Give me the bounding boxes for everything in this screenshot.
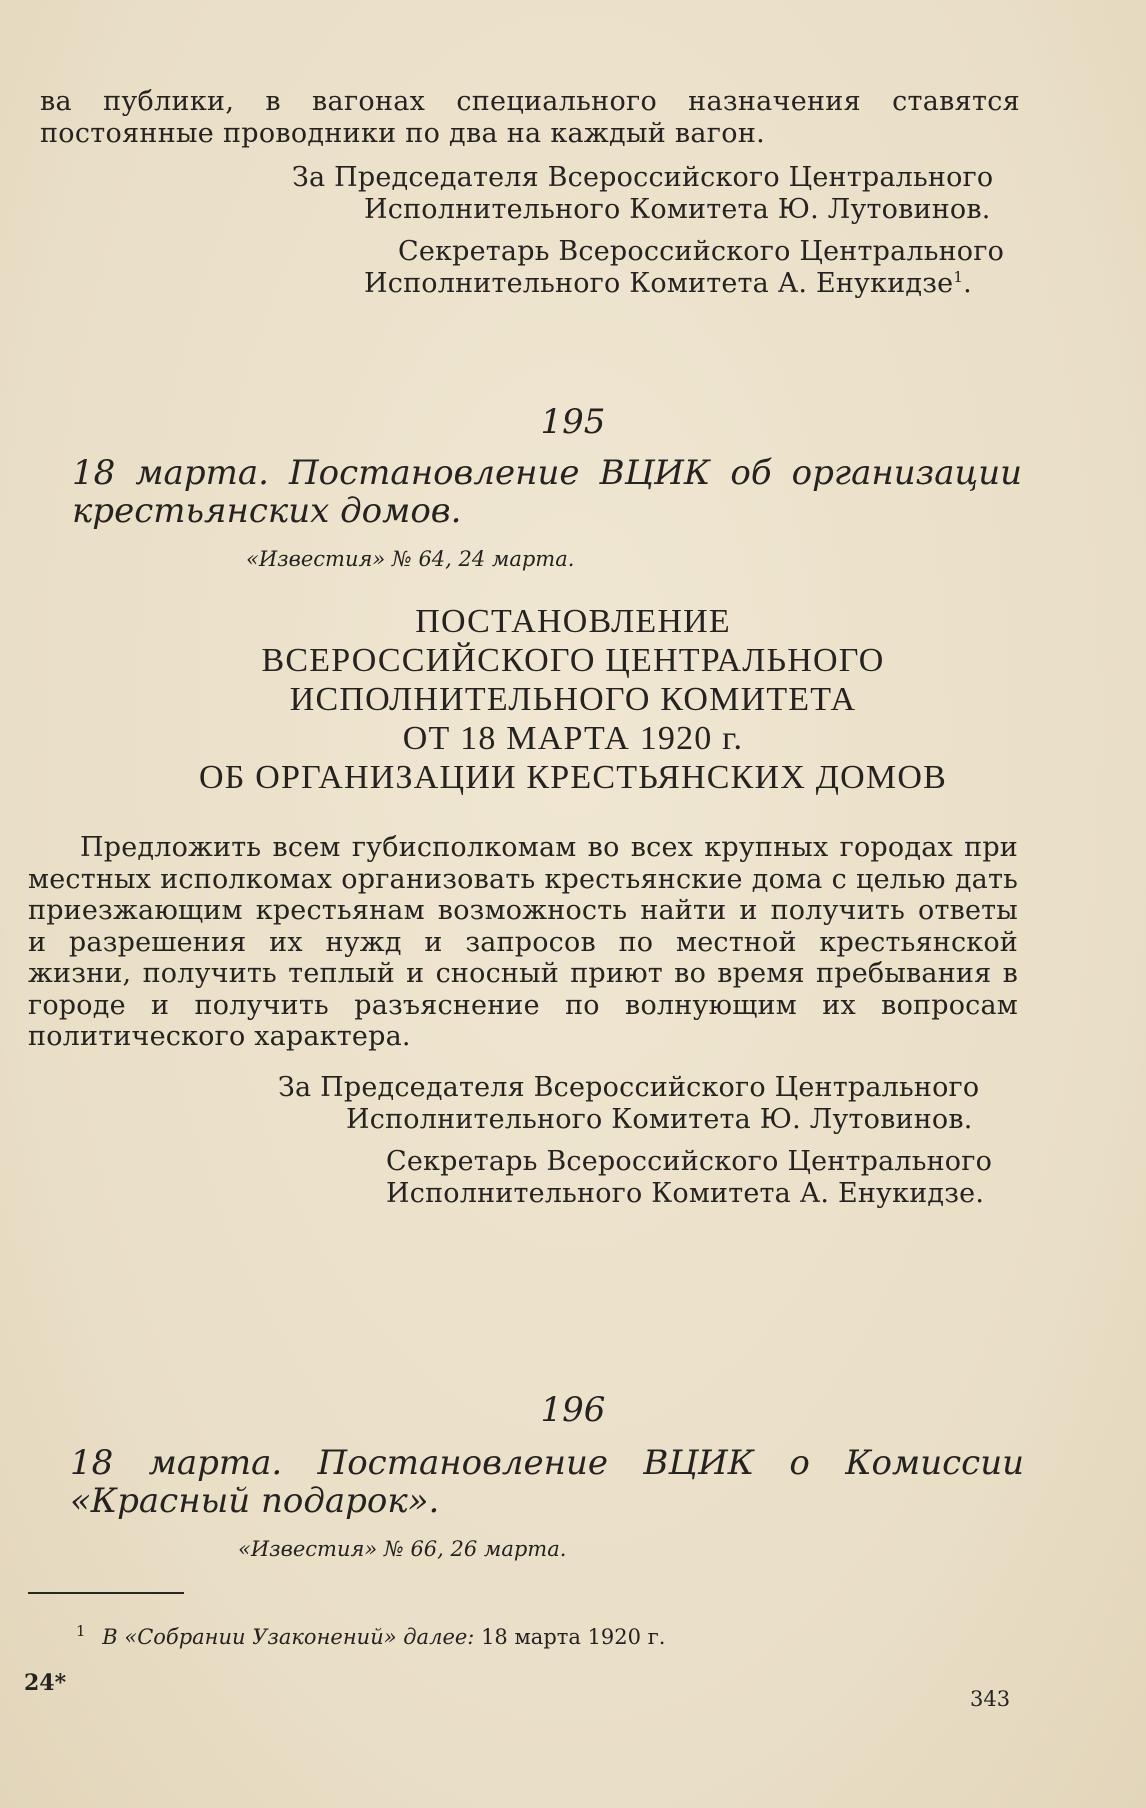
title-line-5: ОБ ОРГАНИЗАЦИИ КРЕСТЬЯНСКИХ ДОМОВ	[199, 759, 947, 796]
document-heading-195: 18 марта. Постановление ВЦИК об организации крестьянских домов.	[72, 453, 1022, 531]
secretary-line-2-end: .	[963, 268, 972, 299]
secretary-line-1: Секретарь Всероссийского Центрального	[398, 236, 1005, 267]
chair-line-2: Исполнительного Комитета Ю. Лутовинов.	[364, 194, 991, 225]
document-number-196: 196	[540, 1390, 606, 1430]
secretary-line-1: Секретарь Всероссийского Центрального	[386, 1146, 993, 1177]
document-number-195: 195	[540, 402, 606, 442]
secretary-line-2: Исполнительного Комитета А. Енукидзе	[364, 268, 954, 299]
footnote	[76, 1624, 665, 1650]
resolution-title	[0, 602, 1146, 797]
footnote-rule	[28, 1592, 184, 1594]
footnote-mark: 1	[76, 1622, 86, 1640]
page-number: 343	[970, 1687, 1011, 1711]
footnote-italic: В «Собрании Узаконений» далее:	[102, 1625, 475, 1649]
chair-line-2: Исполнительного Комитета Ю. Лутовинов.	[346, 1104, 973, 1135]
resolution-body: Предложить всем губисполкомам во всех крупных городах при местных исполкомах организовать крестьянские дома с целью дать приезжающим крестьянам возможность найти и получить ответы и разрешения их нужд и запросов по местной крестьянской жизни, получить теплый и сносный приют во время пребывания в городе и получить разъяснение по волнующим их вопросам политического характера.	[28, 832, 1018, 1052]
secretary-line-2: Исполнительного Комитета А. Енукидзе.	[386, 1178, 985, 1209]
continuation-paragraph: ва публики, в вагонах специального назначения ставятся постоянные проводники по два на каждый вагон.	[40, 86, 1020, 149]
chair-line-1: За Председателя Всероссийского Центрального	[278, 1072, 980, 1103]
source-citation-196: «Известия» № 66, 26 марта.	[238, 1537, 567, 1561]
title-line-3: ИСПОЛНИТЕЛЬНОГО КОМИТЕТА	[289, 681, 857, 718]
signature-block-2	[278, 1072, 992, 1210]
footnote-ref: 1	[953, 268, 964, 286]
document-heading-196: 18 марта. Постановление ВЦИК о Комиссии «Красный подарок».	[70, 1443, 1024, 1521]
title-line-2: ВСЕРОССИЙСКОГО ЦЕНТРАЛЬНОГО	[261, 642, 885, 679]
signature-block-1	[292, 162, 1004, 300]
sheet-marker: 24*	[24, 1670, 67, 1696]
secretary-line-2-wrap	[292, 268, 1004, 300]
source-citation-195: «Известия» № 64, 24 марта.	[246, 547, 575, 571]
footnote-plain: 18 марта 1920 г.	[481, 1625, 666, 1649]
chair-line-1: За Председателя Всероссийского Центрального	[292, 162, 994, 193]
title-line-4: ОТ 18 МАРТА 1920 г.	[402, 720, 744, 757]
title-line-1: ПОСТАНОВЛЕНИЕ	[415, 603, 731, 640]
